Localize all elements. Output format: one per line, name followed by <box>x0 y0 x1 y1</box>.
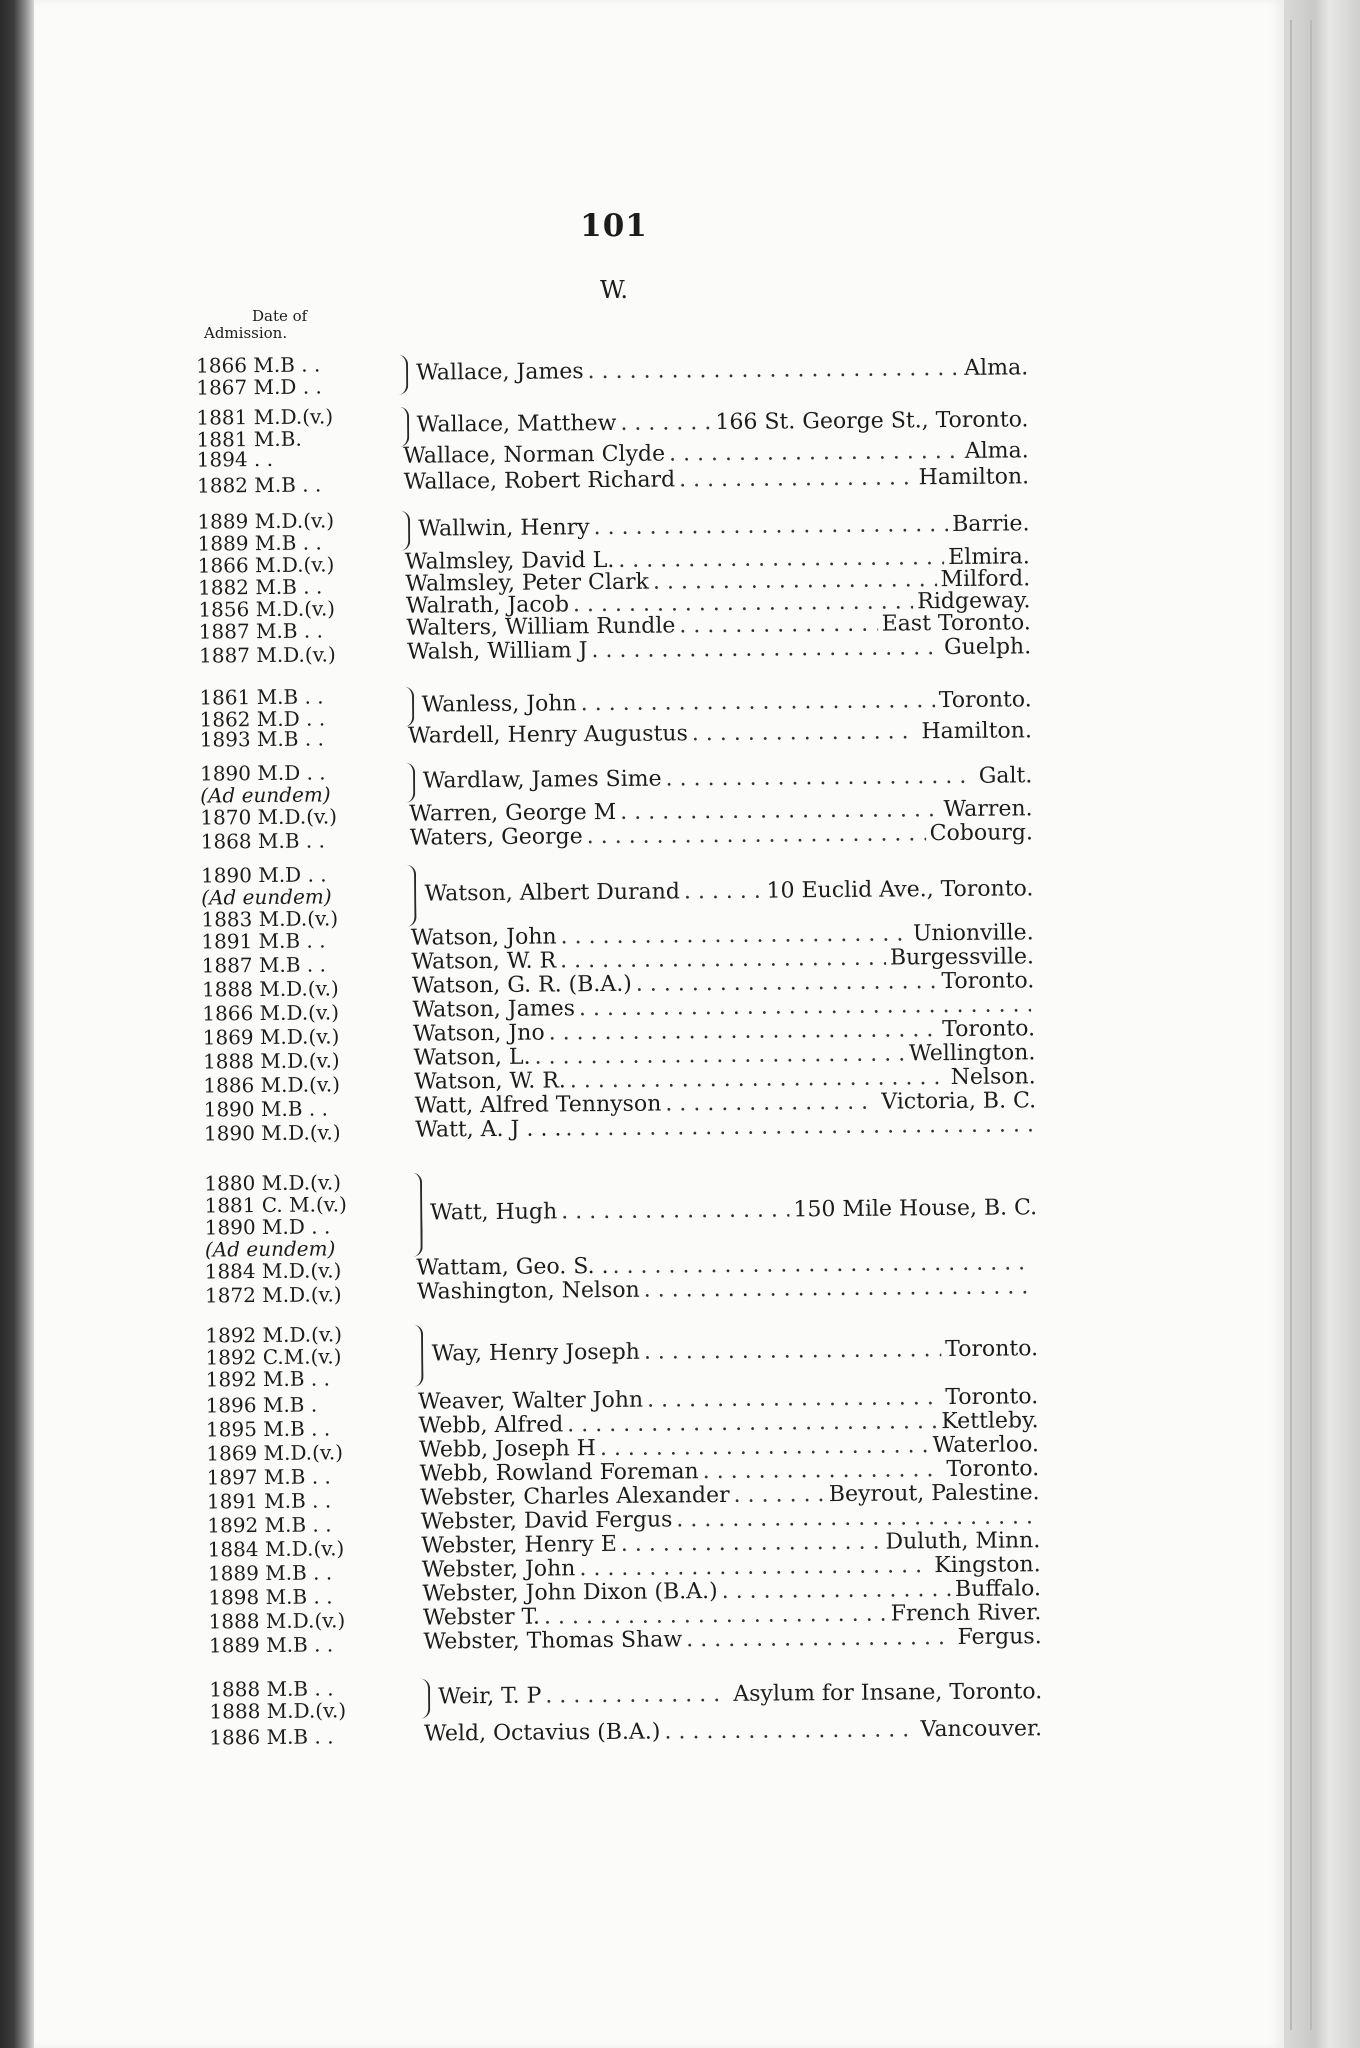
admission-date-degree: 1892 M.D.(v.) <box>205 1322 343 1348</box>
practitioner-residence: Buffalo. <box>954 1576 1042 1602</box>
practitioner-name: Wallace, Matthew <box>416 410 617 438</box>
admission-column <box>204 1097 434 1121</box>
admission-column <box>207 1488 437 1512</box>
practitioner-name: Watt, Alfred Tennyson <box>414 1091 662 1119</box>
practitioner-name: Watt, A. J . . . <box>415 1116 562 1143</box>
dot-leader <box>733 1482 825 1509</box>
entry-name-place-line <box>423 1624 1041 1655</box>
register-entry <box>34 753 1284 808</box>
practitioner-residence: Waterloo. <box>932 1432 1039 1459</box>
practitioner-residence: 150 Mile House, B. C. <box>793 1195 1038 1223</box>
admission-date-degree: 1882 M.B . . <box>197 574 323 600</box>
admission-date-degree: 1893 M.B . . <box>199 726 325 752</box>
practitioner-name: Webster T. <box>422 1604 541 1631</box>
practitioner-residence: Nelson. <box>950 1064 1036 1090</box>
admission-column <box>209 1632 439 1656</box>
admission-date-degree: 1889 M.B . . <box>208 1632 334 1658</box>
admission-column <box>201 863 432 931</box>
practitioner-residence: Barrie. <box>952 511 1030 537</box>
practitioner-name: Webster, John Dixon (B.A.) <box>422 1579 718 1607</box>
dot-leader <box>545 1682 729 1710</box>
grouping-brace <box>404 865 417 927</box>
admission-date-degree: 1890 M.D . . <box>200 862 327 888</box>
practitioner-residence: Alma. <box>964 438 1029 464</box>
admission-column <box>206 1392 436 1416</box>
admission-date-degree: 1862 M.D . . <box>199 706 326 732</box>
practitioner-name: Watson, Jno <box>412 1020 545 1047</box>
page-edge-stack <box>1284 0 1360 2048</box>
practitioner-name: Watson, L. <box>413 1044 531 1071</box>
admission-column <box>198 575 428 599</box>
practitioner-name: Warren, George M <box>409 799 617 827</box>
admission-date-degree: 1892 C.M.(v.) <box>205 1344 342 1370</box>
practitioner-residence: 10 Euclid Ave., Toronto. <box>766 876 1034 904</box>
practitioner-name: Webster, Thomas Shaw <box>423 1627 683 1655</box>
dot-leader <box>581 688 935 717</box>
admission-column <box>208 1536 438 1560</box>
practitioner-name: Watson, John <box>410 924 557 951</box>
admission-column <box>199 619 429 643</box>
admission-date-degree: 1889 M.B . . <box>207 1560 333 1586</box>
admission-column <box>209 1608 439 1632</box>
page-edge-line <box>1310 20 1312 2030</box>
practitioner-name: Webster, Charles Alexander <box>420 1482 730 1511</box>
admission-column <box>196 405 426 451</box>
practitioner-residence: Toronto. <box>945 1384 1039 1411</box>
entry-name-place-line <box>438 1679 1042 1710</box>
admission-date-degree: 1888 M.D.(v.) <box>209 1698 347 1724</box>
admission-date-degree: 1867 M.D . . <box>196 374 322 400</box>
admission-date-degree: 1856 M.D.(v.) <box>198 596 336 622</box>
practitioner-name: Webb, Rowland Foreman <box>419 1459 699 1487</box>
register-entries <box>34 0 1284 2048</box>
admission-column <box>204 1171 435 1261</box>
admission-date-degree: 1884 M.D.(v.) <box>204 1258 342 1284</box>
admission-date-degree: 1888 M.D.(v.) <box>208 1608 346 1634</box>
admission-date-degree: 1881 M.B. <box>196 426 302 452</box>
practitioner-residence: Warren. <box>943 796 1033 823</box>
practitioner-name: Walsh, William J <box>406 638 588 665</box>
practitioner-residence: Guelph. <box>944 634 1032 661</box>
practitioner-name: Wallwin, Henry <box>418 515 590 542</box>
admission-date-degree: 1883 M.D.(v.) <box>201 906 339 932</box>
admission-column <box>200 761 430 807</box>
practitioner-name: Webb, Joseph H <box>419 1436 597 1463</box>
book-spine-shadow <box>0 0 34 2048</box>
practitioner-name: Watt, Hugh <box>429 1199 558 1226</box>
dot-leader <box>588 356 961 385</box>
admission-date-degree: 1892 M.B . . <box>207 1512 332 1538</box>
entry-name-place-line <box>432 1336 1039 1367</box>
admission-date-degree: 1897 M.B . . <box>206 1464 331 1490</box>
grouping-brace <box>411 1325 424 1387</box>
practitioner-name: Wallace, James <box>416 359 584 386</box>
grouping-brace <box>396 355 408 395</box>
practitioner-residence: Toronto. <box>941 968 1035 995</box>
dot-leader <box>565 1112 1032 1142</box>
admission-date-degree: 1887 M.B . . <box>201 952 327 978</box>
admission-date-degree: 1866 M.D.(v.) <box>202 1000 340 1026</box>
admission-column <box>203 1025 433 1049</box>
practitioner-name: Webster, John <box>421 1556 576 1583</box>
practitioner-name: Wallace, Norman Clyde <box>403 441 666 469</box>
practitioner-residence: Unionville. <box>912 920 1034 947</box>
admission-date-degree: 1869 M.D.(v.) <box>206 1440 344 1466</box>
admission-date-degree: 1889 M.B . . <box>197 530 322 556</box>
admission-date-degree: 1880 M.D.(v.) <box>204 1170 342 1196</box>
entry-name-place-line <box>408 718 1032 749</box>
practitioner-name: Wanless, John <box>421 691 577 718</box>
register-entry <box>34 855 1284 932</box>
admission-column <box>205 1283 435 1307</box>
dot-leader <box>561 1197 789 1225</box>
admission-column <box>198 597 428 621</box>
practitioner-name: Watson, G. R. (B.A.) <box>411 971 632 999</box>
dot-leader <box>692 719 918 747</box>
practitioner-name: Washington, Nelson <box>416 1277 640 1305</box>
register-entry <box>34 1315 1284 1392</box>
admission-date-degree: 1868 M.B . . <box>200 828 326 854</box>
admission-column <box>208 1584 438 1608</box>
entry-name-place-line <box>417 1274 1038 1305</box>
practitioner-residence: Fergus. <box>957 1624 1042 1650</box>
entry-name-place-line <box>415 1112 1036 1143</box>
admission-date-degree: 1890 M.D . . <box>199 760 326 786</box>
admission-column <box>208 1560 438 1584</box>
practitioner-name: Waters, George <box>409 824 583 851</box>
dot-leader <box>684 879 763 906</box>
practitioner-residence: Kettleby. <box>941 1408 1039 1435</box>
practitioner-residence: French River. <box>890 1600 1042 1627</box>
admission-date-degree: 1889 M.D.(v.) <box>197 508 335 534</box>
admission-date-degree: 1884 M.D.(v.) <box>207 1536 345 1562</box>
admission-date-degree: 1896 M.B . <box>205 1392 318 1418</box>
practitioner-residence: Hamilton. <box>918 464 1030 491</box>
practitioner-residence: Toronto. <box>945 1336 1039 1363</box>
practitioner-name: Watson, Albert Durand <box>424 879 681 907</box>
entry-name-place-line <box>430 1195 1037 1226</box>
admission-date-degree: 1898 M.B . . <box>208 1584 333 1610</box>
admission-date-degree: 1887 M.D.(v.) <box>198 642 336 668</box>
admission-column <box>200 727 430 751</box>
practitioner-name: Weld, Octavius (B.A.) <box>423 1719 661 1747</box>
admission-column <box>202 977 432 1001</box>
admission-column <box>202 953 432 977</box>
admission-date-degree: 1891 M.B . . <box>206 1488 332 1514</box>
practitioner-residence: Kingston. <box>934 1552 1041 1579</box>
admission-date-degree: 1866 M.D.(v.) <box>197 552 335 578</box>
admission-date-degree: 1886 M.B . . <box>209 1724 334 1750</box>
practitioner-name: Watson, W. R. <box>414 1068 566 1095</box>
dot-leader <box>644 1337 942 1366</box>
practitioner-residence: Burgessville. <box>889 944 1035 971</box>
admission-column <box>207 1512 437 1536</box>
grouping-brace <box>403 763 415 803</box>
admission-date-degree: 1888 M.B . . <box>209 1676 334 1702</box>
practitioner-residence: Wellington. <box>908 1040 1036 1067</box>
admission-date-degree: 1869 M.D.(v.) <box>202 1024 340 1050</box>
practitioner-residence: Asylum for Insane, Toronto. <box>733 1679 1043 1707</box>
practitioner-name: Wardell, Henry Augustus <box>408 721 688 749</box>
dot-leader <box>679 465 915 493</box>
admission-date-degree: 1890 M.B . . <box>203 1096 328 1122</box>
practitioner-residence: Duluth, Minn. <box>885 1528 1041 1555</box>
dot-leader <box>593 512 948 541</box>
document-page <box>34 0 1284 2048</box>
practitioner-residence: Ridgeway. <box>917 588 1031 615</box>
dot-leader <box>620 410 711 437</box>
dot-leader <box>669 439 961 468</box>
admission-column <box>200 805 430 829</box>
admission-column <box>201 829 431 853</box>
entry-name-place-line <box>417 407 1029 438</box>
grouping-brace <box>398 511 410 551</box>
practitioner-residence: Alma. <box>964 355 1029 381</box>
admission-column <box>207 1464 437 1488</box>
practitioner-name: Walmsley, Peter Clark <box>405 569 650 597</box>
admission-date-degree: 1892 M.B . . <box>205 1366 331 1392</box>
admission-date-degree: 1882 M.B . . <box>196 472 322 498</box>
page-number: 101 <box>580 208 648 244</box>
admission-column <box>203 1049 433 1073</box>
dot-leader <box>664 1717 916 1745</box>
admission-column <box>204 1121 434 1145</box>
grouping-brace <box>418 1679 430 1719</box>
entry-name-place-line <box>423 763 1033 794</box>
admission-column <box>206 1416 436 1440</box>
dot-leader <box>591 635 940 664</box>
admission-date-degree: 1891 M.B . . <box>201 928 326 954</box>
practitioner-residence: Toronto. <box>938 687 1032 714</box>
dot-leader <box>644 1274 1034 1303</box>
admission-column <box>199 685 429 731</box>
entry-name-place-line <box>422 687 1032 718</box>
admission-date-degree: 1888 M.D.(v.) <box>202 1048 340 1074</box>
practitioner-residence: 166 St. George St., Toronto. <box>715 407 1029 436</box>
practitioner-name: Walmsley, David L. <box>404 547 615 575</box>
admission-column <box>202 1001 432 1025</box>
practitioner-residence: East Toronto. <box>881 610 1031 637</box>
register-entry <box>34 1669 1284 1724</box>
admission-date-degree: 1886 M.D.(v.) <box>203 1072 341 1098</box>
admission-column <box>209 1724 439 1748</box>
admission-date-degree: 1881 C. M.(v.) <box>204 1192 347 1218</box>
admission-date-degree: 1895 M.B . . <box>205 1416 331 1442</box>
practitioner-residence: Toronto. <box>946 1456 1040 1483</box>
practitioner-residence: Hamilton. <box>921 718 1032 745</box>
admission-column <box>205 1322 436 1390</box>
admission-date-degree: 1870 M.D.(v.) <box>200 804 338 830</box>
entry-name-place-line <box>410 820 1033 851</box>
column-header-line-1: Date of <box>252 307 308 325</box>
admission-date-degree: (Ad eundem) <box>201 884 332 910</box>
practitioner-name: Watson, W. R <box>411 948 557 975</box>
admission-column <box>197 509 427 555</box>
practitioner-name: Weaver, Walter John <box>417 1387 644 1415</box>
practitioner-name: Way, Henry Joseph <box>431 1339 641 1367</box>
page-edge-line <box>1290 20 1292 2030</box>
practitioner-name: Walters, William Rundle <box>406 613 676 641</box>
admission-column <box>201 929 431 953</box>
practitioner-name: Wardlaw, James Sime <box>422 766 662 794</box>
practitioner-residence: Elmira. <box>948 544 1030 571</box>
admission-column <box>209 1676 439 1722</box>
grouping-brace <box>402 687 414 727</box>
admission-date-degree: (Ad eundem) <box>200 782 331 808</box>
practitioner-residence: Galt. <box>978 763 1033 789</box>
admission-column <box>205 1259 435 1283</box>
admission-date-degree: 1890 M.D . . <box>204 1214 331 1240</box>
admission-date-degree: 1894 . . <box>196 446 274 472</box>
column-header-line-2: Admission. <box>204 324 288 342</box>
admission-column <box>206 1440 436 1464</box>
entry-name-place-line <box>424 1716 1042 1747</box>
admission-column <box>197 473 427 497</box>
entry-name-place-line <box>416 355 1028 386</box>
dot-leader <box>666 764 975 793</box>
practitioner-residence: Victoria, B. C. <box>881 1088 1037 1115</box>
admission-column <box>199 643 429 667</box>
admission-date-degree: 1881 M.D.(v.) <box>196 404 334 430</box>
admission-date-degree: 1887 M.B . . <box>198 618 324 644</box>
practitioner-name: Wattam, Geo. S. . <box>416 1253 609 1281</box>
practitioner-residence: Toronto. <box>942 1016 1036 1043</box>
practitioner-name: Webster, David Fergus <box>420 1507 673 1535</box>
practitioner-name: Webb, Alfred <box>418 1412 564 1439</box>
grouping-brace <box>410 1173 423 1257</box>
practitioner-name: Wallace, Robert Richard <box>403 467 676 495</box>
entry-name-place-line <box>424 876 1033 907</box>
admission-date-degree: 1872 M.D.(v.) <box>204 1282 342 1308</box>
admission-column <box>197 447 427 471</box>
admission-column <box>196 353 426 399</box>
grouping-brace <box>397 407 409 447</box>
practitioner-name: Webster, Henry E <box>421 1531 617 1559</box>
practitioner-residence: Cobourg. <box>929 820 1034 847</box>
admission-date-degree: 1888 M.D.(v.) <box>201 976 339 1002</box>
practitioner-name: Walrath, Jacob <box>405 592 570 619</box>
practitioner-name: Watson, James <box>412 996 576 1023</box>
practitioner-residence: Milford. <box>940 566 1031 593</box>
entry-name-place-line <box>418 511 1029 542</box>
admission-date-degree: 1866 M.B . . <box>195 352 321 378</box>
admission-date-degree: 1890 M.D.(v.) <box>203 1120 341 1146</box>
admission-date-degree: 1861 M.B . . <box>199 684 324 710</box>
register-entry <box>34 1163 1284 1262</box>
register-entry <box>34 345 1284 400</box>
register-entry <box>34 501 1284 556</box>
practitioner-residence: Beyrout, Palestine. <box>828 1480 1040 1508</box>
dot-leader <box>686 1625 954 1653</box>
entry-name-place-line <box>407 634 1031 665</box>
admission-date-degree: (Ad eundem) <box>204 1236 336 1262</box>
practitioner-name: Weir, T. P <box>438 1683 542 1710</box>
practitioner-residence: Vancouver. <box>920 1716 1043 1743</box>
admission-column <box>203 1073 433 1097</box>
section-letter: W. <box>599 276 629 304</box>
dot-leader <box>587 821 926 850</box>
admission-column <box>198 553 428 577</box>
entry-name-place-line <box>404 464 1030 495</box>
